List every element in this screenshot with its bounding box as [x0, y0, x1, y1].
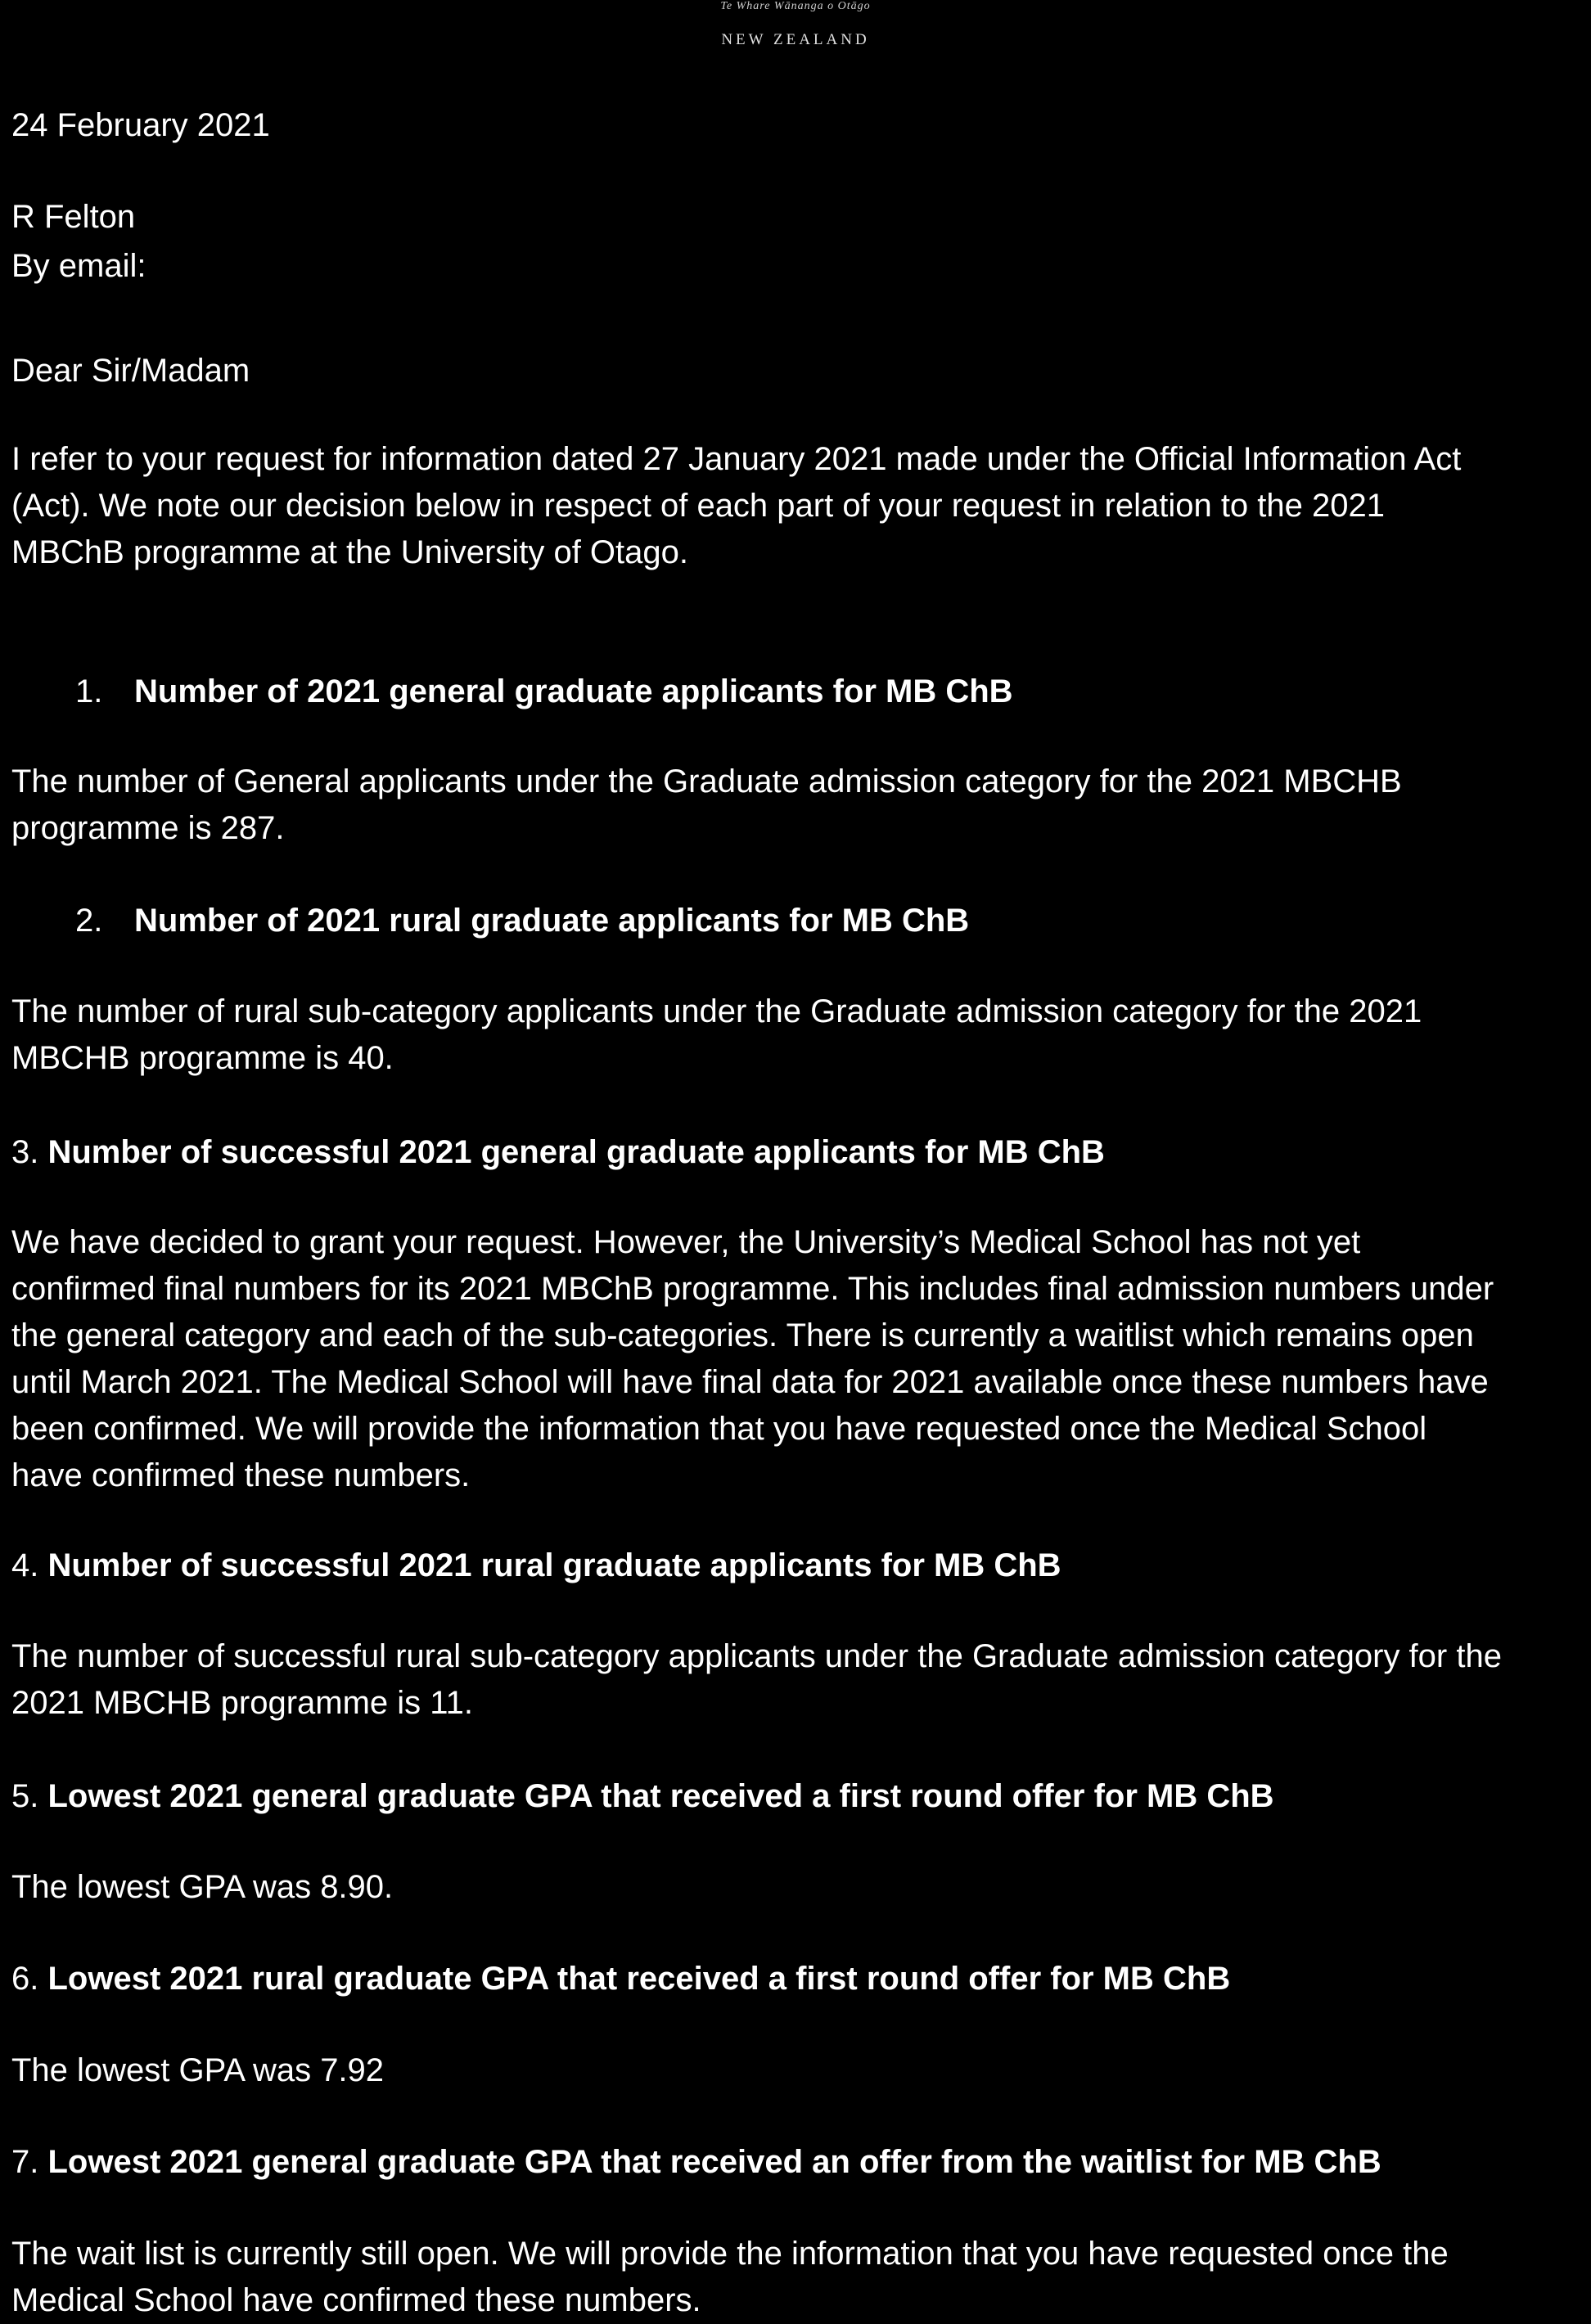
item-6-heading: [11, 1956, 1230, 2002]
item-7-number: 7.: [11, 2144, 39, 2180]
item-6-body: [11, 2047, 1587, 2094]
item-2-title: Number of 2021 rural graduate applicants for MB ChB: [134, 903, 970, 939]
item-3-body: [11, 1219, 1587, 1499]
item-body-line: confirmed final numbers for its 2021 MBChB programme. This includes final admission numbers under: [11, 1271, 1494, 1307]
item-6-title: Lowest 2021 rural graduate GPA that received a first round offer for MB ChB: [47, 1961, 1231, 1997]
item-2-heading: [75, 898, 969, 944]
recipient-name: R Felton: [11, 199, 136, 235]
item-body-line: programme is 287.: [11, 810, 285, 846]
item-5-body: [11, 1864, 1587, 1911]
item-7-body: [11, 2231, 1587, 2324]
item-4-title: Number of successful 2021 rural graduate applicants for MB ChB: [47, 1547, 1061, 1583]
item-1-heading: [75, 669, 1013, 715]
item-1-number: 1.: [75, 673, 103, 709]
intro-line: I refer to your request for information dated 27 January 2021 made under the Official Information Act: [11, 441, 1462, 477]
item-2-number: 2.: [75, 903, 103, 939]
letterhead-motto: Te Whare Wānanga o Otāgo: [720, 0, 871, 12]
item-body-line: The number of rural sub-category applicants under the Graduate admission category for the 2021: [11, 993, 1422, 1029]
item-body-line: the general category and each of the sub-categories. There is currently a waitlist which remains open: [11, 1317, 1474, 1353]
item-body-line: been confirmed. We will provide the information that you have requested once the Medical School: [11, 1411, 1427, 1447]
item-body-line: We have decided to grant your request. However, the University’s Medical School has not yet: [11, 1224, 1361, 1260]
item-body-line: The number of General applicants under the Graduate admission category for the 2021 MBCHB: [11, 763, 1402, 799]
item-7-title: Lowest 2021 general graduate GPA that received an offer from the waitlist for MB ChB: [47, 2144, 1381, 2180]
item-body-line: until March 2021. The Medical School will have final data for 2021 available once these numbers have: [11, 1364, 1489, 1400]
item-body-line: The wait list is currently still open. We will provide the information that you have requested once the: [11, 2236, 1449, 2272]
item-3-heading: [11, 1129, 1105, 1176]
item-body-line: The lowest GPA was 7.92: [11, 2052, 385, 2088]
item-body-line: Medical School have confirmed these numbers.: [11, 2282, 701, 2318]
item-body-line: The number of successful rural sub-category applicants under the Graduate admission category for the: [11, 1638, 1502, 1674]
intro-line: MBChB programme at the University of Otago.: [11, 534, 688, 570]
item-3-title: Number of successful 2021 general graduate applicants for MB ChB: [47, 1134, 1105, 1170]
item-4-body: [11, 1633, 1587, 1727]
item-7-heading: [11, 2139, 1381, 2186]
item-5-number: 5.: [11, 1778, 39, 1814]
item-body-line: 2021 MBCHB programme is 11.: [11, 1685, 473, 1721]
item-4-heading: [11, 1543, 1061, 1589]
item-1-title: Number of 2021 general graduate applicants for MB ChB: [134, 673, 1013, 709]
item-2-body: [11, 989, 1587, 1082]
item-1-body: [11, 759, 1587, 852]
item-6-number: 6.: [11, 1961, 39, 1997]
recipient-contact: By email:: [11, 248, 146, 284]
item-body-line: MBCHB programme is 40.: [11, 1040, 394, 1076]
item-body-line: The lowest GPA was 8.90.: [11, 1869, 394, 1905]
letter-date: 24 February 2021: [11, 107, 270, 143]
item-5-title: Lowest 2021 general graduate GPA that received a first round offer for MB ChB: [47, 1778, 1274, 1814]
item-5-heading: [11, 1773, 1274, 1820]
salutation: Dear Sir/Madam: [11, 353, 250, 389]
letterhead-country: NEW ZEALAND: [721, 31, 870, 48]
item-3-number: 3.: [11, 1134, 39, 1170]
intro-paragraph: [11, 436, 1587, 576]
item-body-line: have confirmed these numbers.: [11, 1457, 471, 1493]
item-4-number: 4.: [11, 1547, 39, 1583]
intro-line: (Act). We note our decision below in respect of each part of your request in relation to the 2021: [11, 488, 1385, 524]
